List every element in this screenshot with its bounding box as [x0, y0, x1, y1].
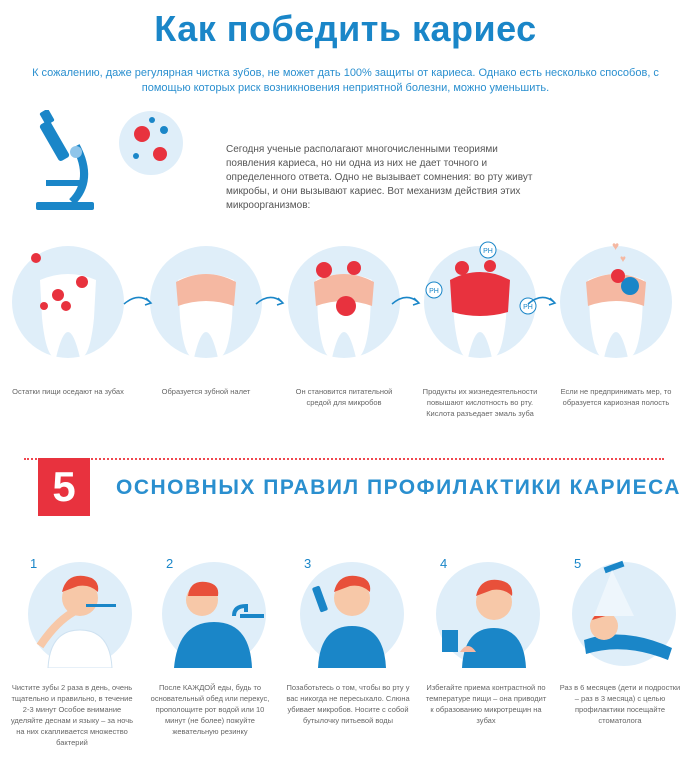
rule-caption-3: Позаботьтесь о том, чтобы во рту у вас никогда не пересыхало. Слюна убивает микробов. Носите с собой бутылочку питьевой воды: [286, 683, 410, 725]
rule-number-3: 3: [304, 556, 312, 571]
arrow-icon: [390, 290, 422, 315]
stage-caption-3: Он становится питательной средой для микробов: [295, 387, 393, 407]
microscope-icon: [32, 110, 102, 215]
svg-text:♥: ♥: [620, 254, 626, 265]
tooth-stage-5: [556, 240, 676, 370]
tooth-stage-4: [420, 240, 540, 370]
rinsing-mouth-illustration: [154, 556, 284, 668]
section-divider: [24, 458, 664, 460]
rule-number-1: 1: [30, 556, 38, 571]
ph-label-2: PH: [429, 288, 439, 295]
ph-label-1: PH: [483, 248, 493, 255]
page-title: Как победить кариес: [154, 8, 537, 49]
dentist-visit-illustration: [564, 556, 691, 668]
rule-number-4: 4: [440, 556, 448, 571]
rule-caption-4: Избегайте приема контрастной по температуре пищи – она приводит к образованию микротрещин на зубах: [425, 683, 547, 725]
rules-number-badge: 5: [38, 458, 90, 516]
stage-caption-1: Остатки пищи оседают на зубах: [12, 387, 124, 396]
rule-number-5: 5: [574, 556, 582, 571]
tooth-stage-3: [284, 240, 404, 370]
hot-cold-food-illustration: [428, 556, 558, 668]
theory-text: Сегодня ученые располагают многочисленными теориями появления кариеса, но ни одна из них не дает точного и определенного ответа. Одно не вызывает сомнения: во рту живут микробы, и они вызывают кариес. Вот механизм действия этих микроорганизмов:: [226, 144, 533, 211]
ph-label-3: PH: [523, 304, 533, 311]
rule-number-2: 2: [166, 556, 174, 571]
rules-title: ОСНОВНЫХ ПРАВИЛ ПРОФИЛАКТИКИ КАРИЕСА: [116, 476, 681, 499]
tooth-stage-2: [146, 240, 266, 370]
arrow-icon: [122, 290, 154, 315]
arrow-icon: [254, 290, 286, 315]
arrow-icon: [526, 290, 558, 315]
stage-caption-4: Продукты их жизнедеятельности повышают кислотность во рту. Кислота разъедает эмаль зуба: [422, 387, 538, 418]
rule-caption-1: Чистите зубы 2 раза в день, очень тщательно и правильно, в течение 2-3 минут Особое внимание уделяйте деснам и языку – за ночь на них скапливается множество бактерий: [10, 683, 134, 747]
drinking-water-illustration: [292, 556, 422, 668]
rule-caption-5: Раз в 6 месяцев (дети и подростки – раз в 3 месяца) с целью профилактики посещайте стоматолога: [559, 683, 681, 725]
stage-caption-2: Образуется зубной налет: [161, 387, 251, 396]
microbes-icon: [116, 108, 186, 178]
stage-caption-5: Если не предпринимать мер, то образуется кариозная полость: [560, 387, 672, 407]
intro-text: К сожалению, даже регулярная чистка зубов, не может дать 100% защиты от кариеса. Однако есть несколько способов, с помощью которых риск возникновения неприятной болезни, можно уменьшить.: [32, 67, 659, 94]
svg-text:♥: ♥: [612, 240, 620, 253]
rule-caption-2: После КАЖДОЙ еды, будь то основательный обед или перекус, прополощите рот водой или 10 минут (не более) пожуйте жевательную резинку: [150, 683, 270, 736]
brushing-teeth-illustration: [20, 556, 150, 668]
tooth-stage-1: [8, 240, 128, 370]
